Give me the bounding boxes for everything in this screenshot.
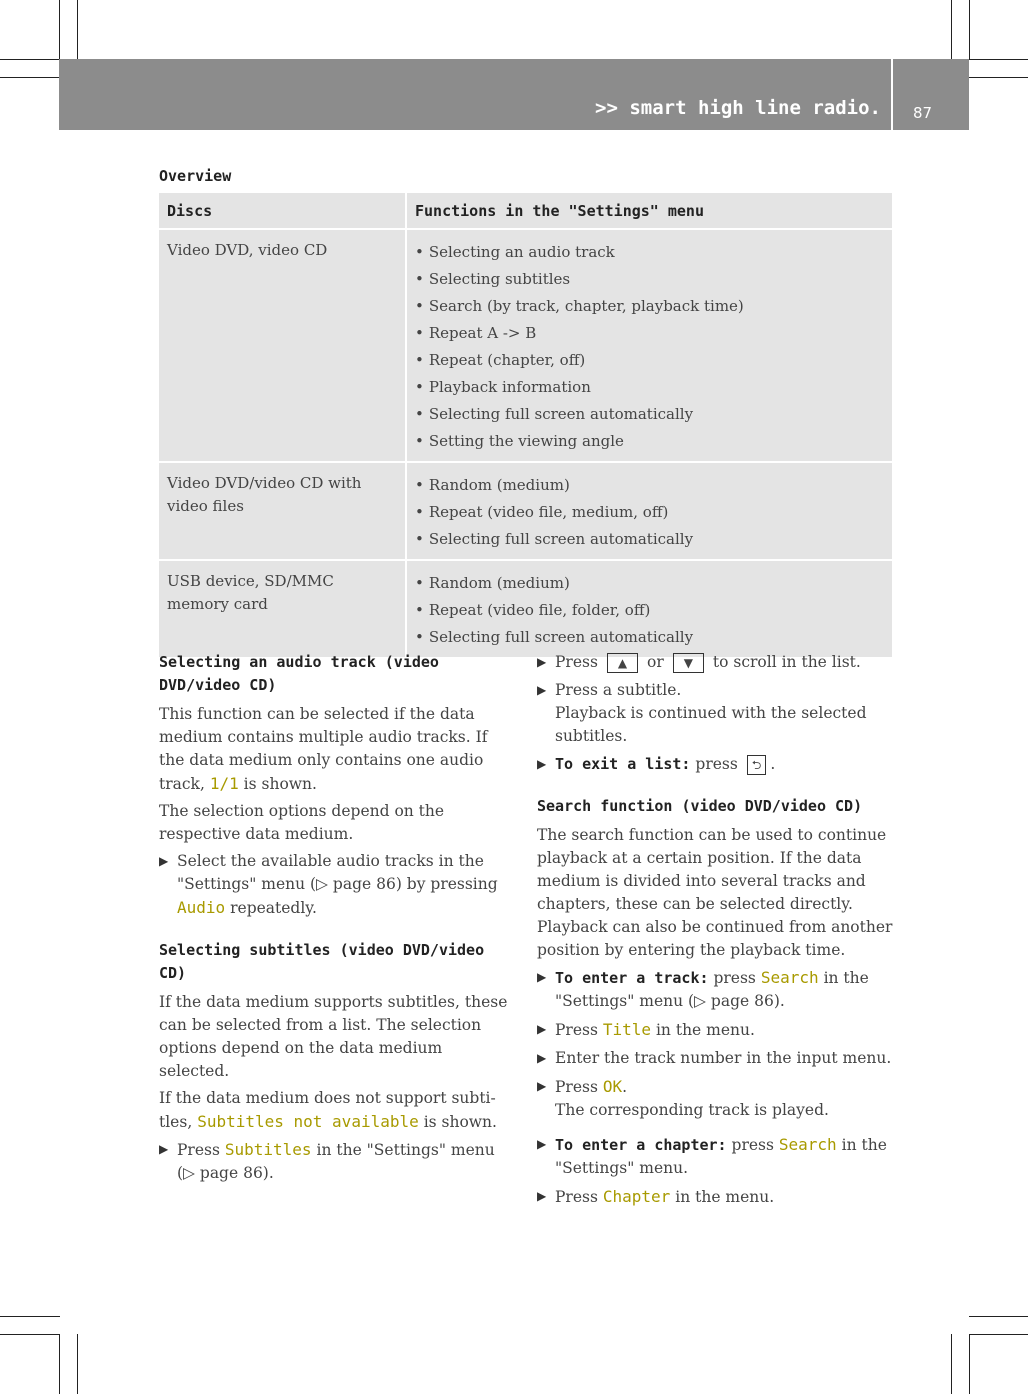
functions-cell — [406, 560, 892, 657]
display-text: Search — [778, 1135, 837, 1154]
display-text: Search — [760, 968, 819, 987]
text: The corresponding track is played. — [555, 1101, 829, 1119]
disc-cell: USB device, SD/MMC memory card — [159, 560, 406, 657]
text: Press — [555, 653, 598, 671]
search-heading: Search function (video DVD/video CD) — [537, 797, 863, 815]
text: Playback is continued with the selected subtitles. — [555, 704, 867, 745]
function-item: • Repeat A -> B — [415, 320, 884, 347]
page-number: 87 — [913, 104, 933, 122]
function-item: • Repeat (video file, medium, off) — [415, 499, 884, 526]
audio-paragraph: The selection options depend on the respective data medium. — [159, 802, 445, 843]
crop-mark — [77, 0, 78, 60]
text: in the menu. — [655, 1021, 755, 1039]
function-item: • Repeat (chapter, off) — [415, 347, 884, 374]
back-key-icon: ⮌ — [747, 755, 767, 775]
instruction-step: ▶ Enter the track number in the input menu. — [537, 1047, 897, 1070]
text: repeatedly. — [230, 899, 317, 917]
text: is shown. — [423, 1113, 497, 1131]
display-text: Chapter — [602, 1187, 671, 1206]
step-label: To enter a track: — [555, 969, 709, 987]
instruction-step — [537, 966, 897, 1013]
text: to scroll in the list. — [712, 653, 861, 671]
overview-heading: Overview — [159, 167, 232, 185]
col-header-discs: Discs — [159, 193, 406, 229]
crop-mark — [969, 1334, 970, 1394]
subtitles-heading: Selecting subtitles (video DVD/video CD) — [159, 941, 485, 982]
up-arrow-key-icon: ▲ — [607, 653, 638, 673]
display-text: Subtitles — [224, 1140, 312, 1159]
overview-table — [159, 193, 892, 657]
crop-mark — [951, 1334, 952, 1394]
function-item: • Setting the viewing angle — [415, 428, 884, 455]
function-item: • Playback information — [415, 374, 884, 401]
text: in the "Settings" menu (▷ page 86). — [555, 969, 869, 1010]
text: is shown. — [243, 775, 317, 793]
left-column — [159, 651, 517, 1190]
function-item: • Selecting an audio track — [415, 239, 884, 266]
audio-track-heading: Selecting an audio track (video DVD/video CD) — [159, 653, 439, 694]
disc-cell: Video DVD/video CD with video files — [159, 462, 406, 560]
step-label: To enter a chapter: — [555, 1136, 727, 1154]
subtitles-paragraph — [159, 1087, 517, 1134]
text: . — [622, 1078, 628, 1096]
text: in the menu. — [675, 1188, 775, 1206]
text: Press — [555, 1021, 598, 1039]
text: in the "Settings" menu (▷ page 86). — [177, 1141, 495, 1182]
crop-mark — [969, 1316, 1028, 1317]
crop-mark — [0, 59, 60, 60]
instruction-step — [159, 850, 517, 920]
step-label: To exit a list: — [555, 755, 691, 773]
crop-mark — [0, 77, 60, 78]
function-item: • Selecting full screen automatically — [415, 401, 884, 428]
instruction-step — [537, 753, 897, 776]
instruction-step — [537, 1133, 897, 1180]
text: Press — [555, 1188, 598, 1206]
text: Press a subtitle. — [555, 681, 682, 699]
instruction-step — [537, 1018, 897, 1042]
functions-cell — [406, 462, 892, 560]
text: Press — [555, 1078, 598, 1096]
text: Press — [177, 1141, 220, 1159]
function-item: • Random (medium) — [415, 570, 884, 597]
crop-mark — [59, 1334, 60, 1394]
down-arrow-key-icon: ▼ — [673, 653, 704, 673]
display-text: Subtitles not available — [197, 1112, 419, 1131]
text: press — [731, 1136, 774, 1154]
crop-mark — [969, 59, 1028, 60]
crop-mark — [969, 0, 970, 60]
display-text: Title — [602, 1020, 652, 1039]
section-title: >> smart high line radio. — [595, 97, 881, 119]
instruction-step — [537, 1185, 897, 1209]
text: Select the available audio tracks in the "Settings" menu (▷ page 86) by pressing — [177, 852, 498, 893]
crop-mark — [0, 1316, 60, 1317]
table-row — [159, 462, 892, 560]
display-text: OK — [602, 1077, 623, 1096]
text: in the "Settings" menu. — [555, 1136, 887, 1177]
table-header-row — [159, 193, 892, 229]
function-item: • Selecting full screen automatically — [415, 624, 884, 651]
function-item: • Repeat (video file, folder, off) — [415, 597, 884, 624]
crop-mark — [969, 1334, 1028, 1335]
function-item: • Search (by track, chapter, playback time) — [415, 293, 884, 320]
display-text: 1/1 — [209, 774, 239, 793]
crop-mark — [77, 1334, 78, 1394]
text: . — [770, 755, 776, 773]
table-row — [159, 560, 892, 657]
function-item: • Selecting subtitles — [415, 266, 884, 293]
audio-paragraph — [159, 703, 517, 796]
instruction-step — [537, 679, 897, 748]
subtitles-paragraph: If the data medium supports subtitles, these can be selected from a list. The selection options depend on the data medium selected. — [159, 993, 508, 1080]
right-column — [537, 651, 897, 1214]
display-text: Audio — [177, 898, 226, 917]
function-item: • Selecting full screen automatically — [415, 526, 884, 553]
instruction-step — [537, 651, 897, 674]
crop-mark — [969, 77, 1028, 78]
text: or — [647, 653, 664, 671]
text: This function can be selected if the data medium contains multiple audio tracks. If the data medium only contains one audio track, — [159, 705, 488, 793]
header-bar — [59, 59, 891, 130]
crop-mark — [59, 0, 60, 60]
instruction-step — [159, 1138, 517, 1185]
text: press — [713, 969, 756, 987]
instruction-step — [537, 1075, 897, 1122]
functions-cell — [406, 229, 892, 462]
disc-cell: Video DVD, video CD — [159, 229, 406, 462]
function-item: • Random (medium) — [415, 472, 884, 499]
search-paragraph: The search function can be used to continue playback at a certain position. If the data medium is divided into several tracks and chapters, these can be selected directly. Playback can also be continued from another position by entering the playback time. — [537, 826, 893, 959]
crop-mark — [951, 0, 952, 60]
page-number-box — [893, 59, 969, 130]
text: press — [695, 755, 738, 773]
text: If the data medium does not support subti-tles, — [159, 1089, 496, 1131]
table-row — [159, 229, 892, 462]
crop-mark — [0, 1334, 60, 1335]
col-header-functions: Functions in the "Settings" menu — [406, 193, 892, 229]
